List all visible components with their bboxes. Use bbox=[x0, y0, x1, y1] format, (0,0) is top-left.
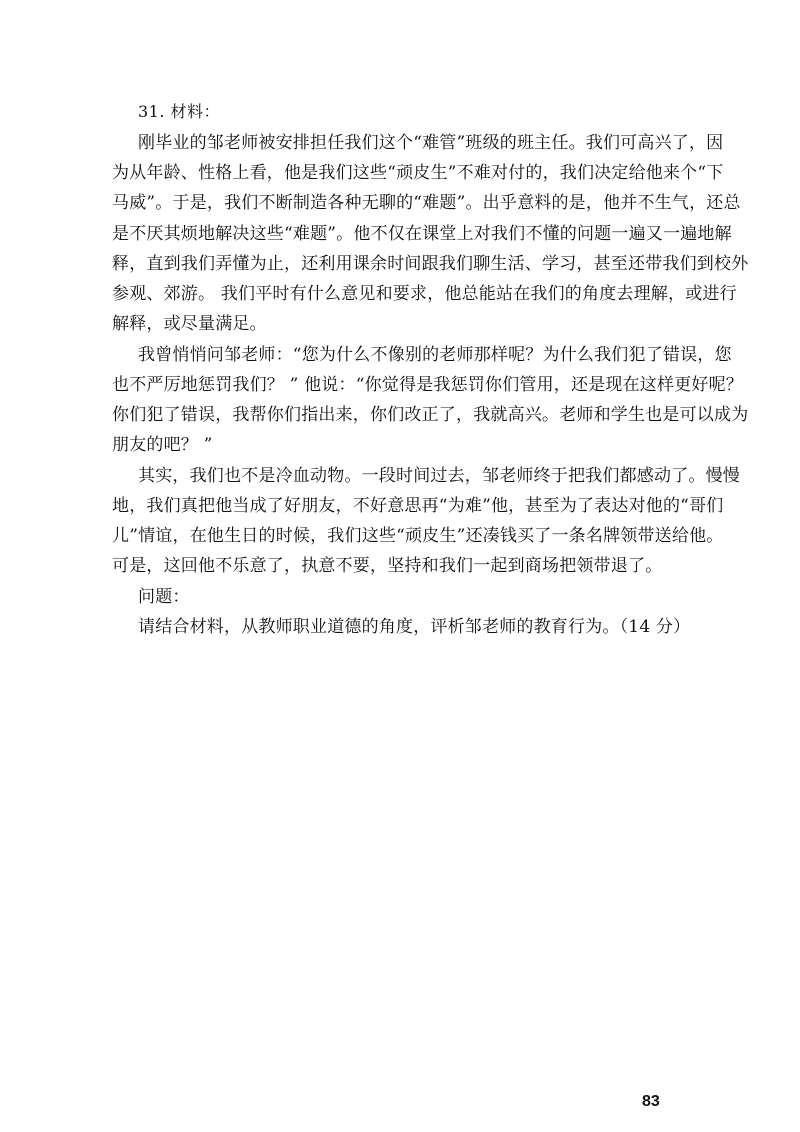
paragraph-line: 马威”。于是，我们不断制造各种无聊的“难题”。出乎意料的是，他并不生气，还总 bbox=[112, 193, 741, 213]
paragraph-line: 你们犯了错误，我帮你们指出来，你们改正了，我就高兴。老师和学生也是可以成为 bbox=[112, 405, 749, 425]
paragraph-line: 我曾悄悄问邹老师：“您为什么不像别的老师那样呢？为什么我们犯了错误，您 bbox=[138, 345, 732, 365]
paragraph-line: 参观、郊游。 我们平时有什么意见和要求，他总能站在我们的角度去理解，或进行 bbox=[112, 284, 737, 304]
question-number-label: 31. 材料： bbox=[138, 102, 221, 121]
paragraph-line: 释，直到我们弄懂为止，还利用课余时间跟我们聊生活、学习，甚至还带我们到校外 bbox=[112, 254, 749, 274]
question-prompt-label: 问题： bbox=[138, 587, 190, 607]
question-prompt-text: 请结合材料，从教师职业道德的角度，评析邹老师的教育行为。（14 分） bbox=[138, 617, 691, 637]
paragraph-line: 是不厌其烦地解决这些“难题”。他不仅在课堂上对我们不懂的问题一遍又一遍地解 bbox=[112, 224, 732, 244]
paragraph-line: 可是，这回他不乐意了，执意不要，坚持和我们一起到商场把领带退了。 bbox=[112, 556, 663, 576]
paragraph-line: 为从年龄、性格上看，他是我们这些“顽皮生”不难对付的，我们决定给他来个“下 bbox=[112, 163, 724, 183]
paragraph-line: 刚毕业的邹老师被安排担任我们这个“难管”班级的班主任。我们可高兴了，因 bbox=[138, 133, 724, 153]
paragraph-line: 地，我们真把他当成了好朋友，不好意思再“为难”他，甚至为了表达对他的“哥们 bbox=[112, 496, 724, 516]
paragraph-line: 解释，或尽量满足。 bbox=[112, 314, 267, 334]
paragraph-line: 朋友的吧？ ” bbox=[112, 435, 213, 455]
paragraph-line: 其实，我们也不是冷血动物。一段时间过去，邹老师终于把我们都感动了。慢慢 bbox=[138, 466, 740, 486]
paragraph-line: 也不严厉地惩罚我们？ ” 他说：“你觉得是我惩罚你们管用，还是现在这样更好呢？ bbox=[112, 375, 743, 395]
page-number: 83 bbox=[642, 1093, 660, 1110]
paragraph-line: 儿”情谊，在他生日的时候，我们这些“顽皮生”还凑钱买了一条名牌领带送给他。 bbox=[112, 526, 724, 546]
